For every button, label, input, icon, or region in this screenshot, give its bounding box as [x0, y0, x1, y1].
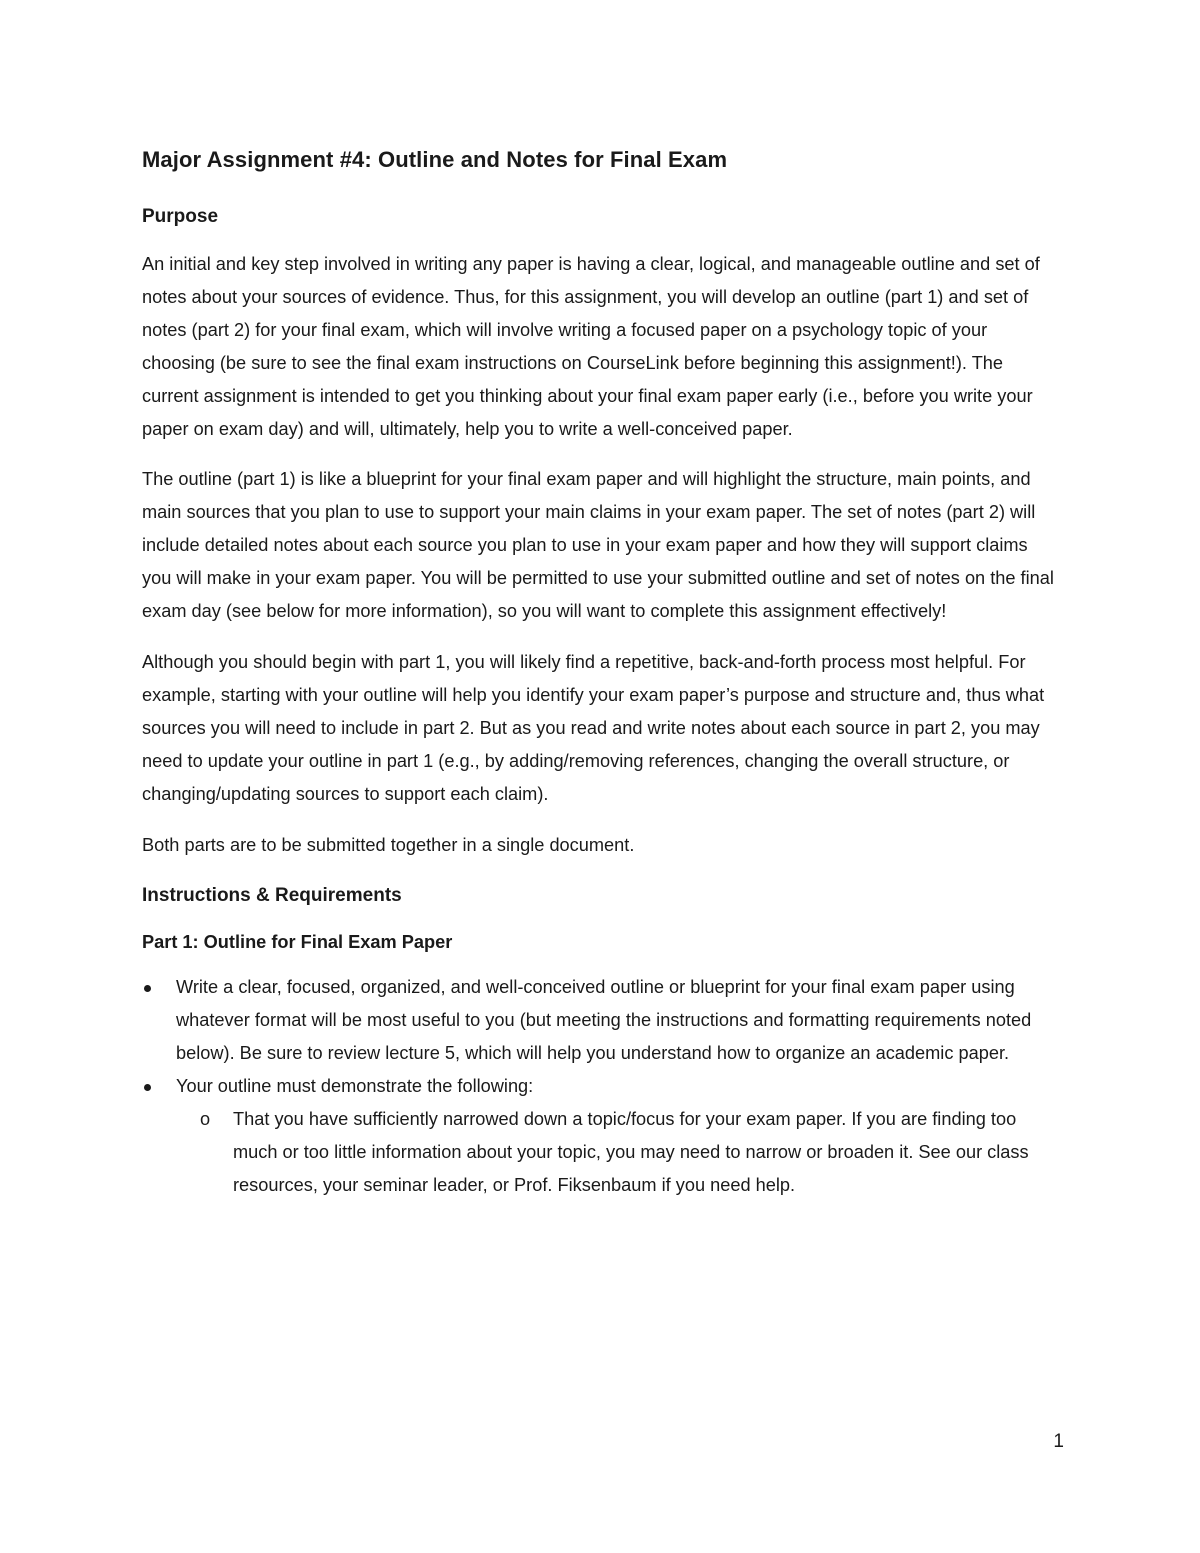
paragraph-submission: Both parts are to be submitted together in a single document.: [142, 834, 635, 855]
part1-heading: Part 1: Outline for Final Exam Paper: [142, 932, 453, 953]
hollow-bullet-icon: o: [200, 1109, 211, 1130]
list-item: [142, 971, 1062, 1070]
bullet-icon: [144, 985, 151, 992]
document-body: [142, 140, 1062, 1202]
instructions-heading: Instructions & Requirements: [142, 885, 402, 907]
list-item-text: Write a clear, focused, organized, and well-conceived outline or blueprint for your final exam paper using whatever format will be most useful to you (but meeting the instructions and formatting requirements noted below). Be sure to review lecture 5, which will help you understand how to organize an academic paper.: [176, 977, 1032, 1064]
list-item: [142, 1070, 1062, 1202]
sub-list: [176, 1103, 1062, 1202]
bullet-icon: [144, 1084, 151, 1091]
sub-list-item-text: That you have sufficiently narrowed down a topic/focus for your exam paper. If you are finding too much or too little information about your topic, you may need to narrow or broaden it. See our class resources, your seminar leader, or Prof. Fiksenbaum if you need help.: [233, 1109, 1029, 1195]
sub-list-item: [176, 1103, 1062, 1202]
paragraph-outline: The outline (part 1) is like a blueprint for your final exam paper and will highlight the structure, main points, and main sources that you plan to use to support your main claims in your exam paper. The set of notes (part 2) will include detailed notes about each source you plan to use in your exam paper and how they will support claims you will make in your exam paper. You will be permitted to use your submitted outline and set of notes on the final exam day (see below for more information), so you will want to complete this assignment effectively!: [142, 469, 1054, 622]
paragraph-process: Although you should begin with part 1, you will likely find a repetitive, back-and-forth process most helpful. For example, starting with your outline will help you identify your exam paper’s purpose and structure and, thus what sources you will need to include in part 2. But as you read and write notes about each source in part 2, you may need to update your outline in part 1 (e.g., by adding/removing references, changing the overall structure, or changing/updating sources to support each claim).: [142, 651, 1045, 804]
purpose-heading: Purpose: [142, 206, 219, 227]
list-item-text: Your outline must demonstrate the following:: [176, 1076, 534, 1097]
paragraph-intro: An initial and key step involved in writing any paper is having a clear, logical, and manageable outline and set of notes about your sources of evidence. Thus, for this assignment, you will develop an outline (part 1) and set of notes (part 2) for your final exam, which will involve writing a focused paper on a psychology topic of your choosing (be sure to see the final exam instructions on CourseLink before beginning this assignment!). The current assignment is intended to get you thinking about your final exam paper early (i.e., before you write your paper on exam day) and will, ultimately, help you to write a well-conceived paper.: [142, 254, 1040, 439]
requirements-list: [142, 971, 1062, 1201]
page-number: 1: [1053, 1431, 1064, 1452]
document-title: Major Assignment #4: Outline and Notes for Final Exam: [142, 147, 728, 172]
